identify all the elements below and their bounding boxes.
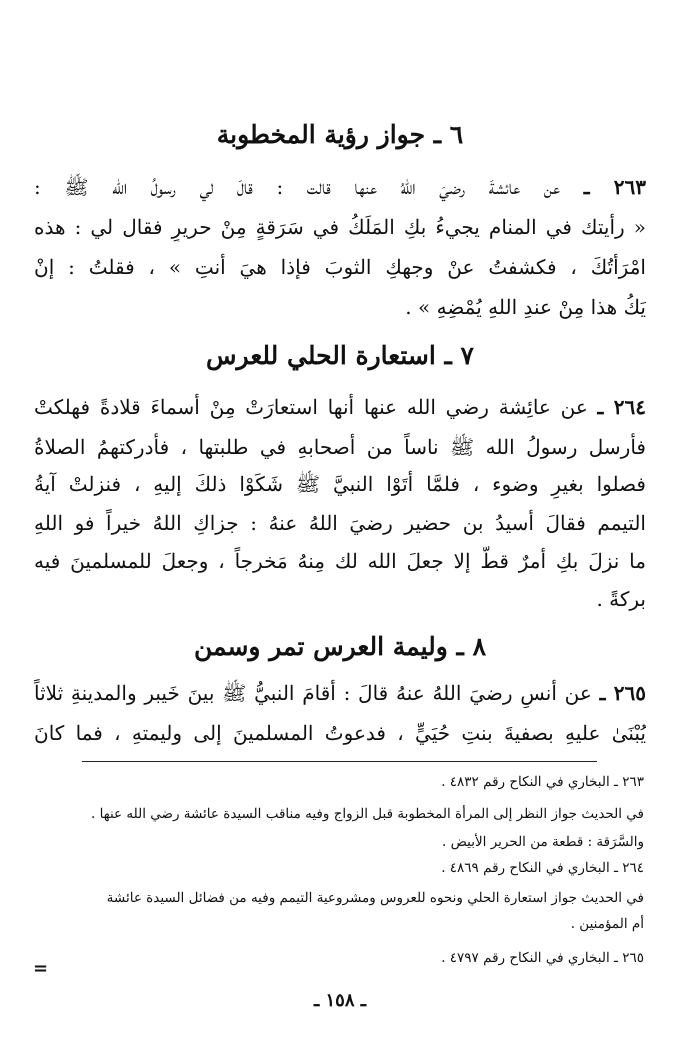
- hadith-text: عن عائشةَ رضيَ اللهُ عنها قالت : قالَ لي رسولُ الله ﷺ :: [34, 175, 561, 199]
- section-heading-8: ٨ ـ وليمة العرس تمر وسمن: [193, 632, 486, 661]
- section-heading-7: ٧ ـ استعارة الحلي للعرس: [206, 341, 474, 370]
- hadith-264-line-6: بركةً .: [596, 587, 646, 611]
- hadith-264-line-1: [34, 392, 646, 422]
- hadith-text: عن عائِشة رضي الله عنها أنها استعارَتْ مِنْ أسماءَ قلادةً فهلكتْ: [34, 395, 588, 419]
- hadith-263-line-2: « رأيتك في المنام يجيءُ بكِ المَلَكُ في سَرَقةٍ مِنْ حريرٍ فقال لي : هذه: [34, 215, 646, 239]
- hadith-263-line-4: يَكُ هذا مِنْ عندِ اللهِ يُمْضِهِ » .: [405, 295, 646, 319]
- footnote-263-source: ٢٦٣ ـ البخاري في النكاح رقم ٤٨٣٢ .: [441, 774, 644, 790]
- footnote-263-note: في الحديث جواز النظر إلى المرأة المخطوبة قبل الزواج وفيه مناقب السيدة عائشة رضي الله عنها .: [91, 806, 644, 822]
- hadith-263-line-1: [34, 172, 646, 202]
- hadith-number-264: ٢٦٤ ـ: [597, 395, 646, 419]
- hadith-263-line-3: امْرَأتُكَ ، فكشفتُ عنْ وجهكِ الثوبَ فإذا هيَ أنتِ » ، فقلتُ : إنْ: [34, 255, 646, 279]
- hadith-264-line-2: فأرسل رسولُ الله ﷺ ناساً من أصحابهِ في طلبتها ، فأدركتهمُ الصلاةُ: [34, 435, 646, 459]
- footnote-263-gloss: والسَّرَقة : قطعة من الحرير الأبيض .: [442, 834, 644, 850]
- footnote-264-note-2: أم المؤمنين .: [570, 916, 644, 932]
- hadith-number-263: ٢٦٣ ـ: [583, 175, 646, 199]
- hadith-265-line-1: [34, 678, 646, 708]
- continuation-mark: =: [33, 958, 49, 979]
- hadith-264-line-5: ما نزلَ بكِ أمرٌ قطُّ إلا جعلَ الله لك مِنهُ مَخرجاً ، وجعلَ للمسلمينَ فيه: [34, 549, 646, 573]
- hadith-264-line-4: التيمم فقالَ أسيدُ بن حضير رضيَ اللهُ عنهُ : جزاكِ اللهُ خيراً فو اللهِ: [34, 511, 646, 535]
- hadith-text: عن أنسٍ رضيَ اللهُ عنهُ قالَ : أقامَ النبيُّ ﷺ بينَ خَيبر والمدينةِ ثلاثاً: [34, 681, 592, 705]
- page-number: ـ ١٥٨ ـ: [313, 990, 367, 1011]
- footnote-264-note-1: في الحديث جواز استعارة الحلي ونحوه للعروس ومشروعية التيمم وفيه من فضائل السيدة عائشة: [106, 890, 644, 906]
- hadith-264-line-3: فصلوا بغيرِ وضوء ، فلمَّا أتَوْا النبيَّ ﷺ شَكَوْا ذلكَ إليهِ ، فنزلتْ آيةُ: [34, 472, 646, 496]
- hadith-265-line-2: يُبْنَىٰ عليهِ بصفيةَ بنتِ حُيَيٍّ ، فدعوتُ المسلمينَ إلى وليمتهِ ، فما كانَ: [34, 721, 646, 745]
- section-heading-6: ٦ ـ جواز رؤية المخطوبة: [216, 120, 464, 149]
- footnote-265-source: ٢٦٥ ـ البخاري في النكاح رقم ٤٧٩٧ .: [441, 950, 644, 966]
- footnote-divider: [82, 761, 597, 762]
- hadith-number-265: ٢٦٥ ـ: [599, 681, 646, 705]
- footnote-264-source: ٢٦٤ ـ البخاري في النكاح رقم ٤٨٦٩ .: [441, 860, 644, 876]
